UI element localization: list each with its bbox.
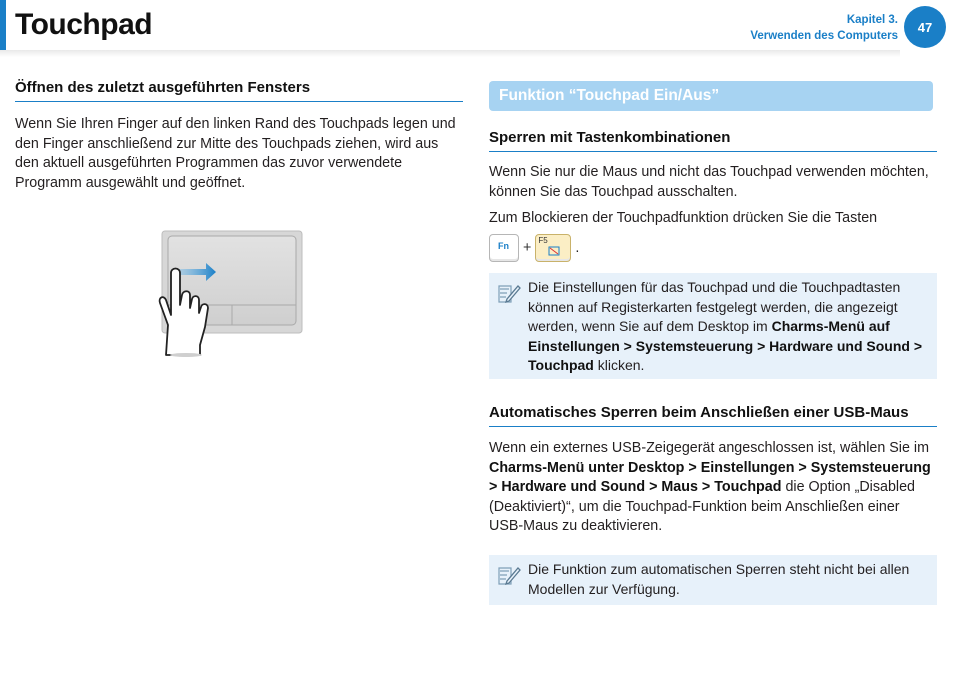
plus-sign: + [523, 240, 532, 256]
chapter-number: Kapitel 3. [846, 14, 898, 26]
left-paragraph: Wenn Sie Ihren Finger auf den linken Rand des Touchpads legen und den Finger anschließend zur Mitte des Touchpads ziehen, wird aus den aktuell ausgeführten Programmen das zuvor verwendete Programm ausgewählt und geöffnet. [15, 116, 456, 191]
page-number-badge: 47 [904, 6, 946, 48]
fn-key-icon: Fn [489, 234, 519, 262]
key-combination [489, 233, 579, 263]
f5-key-icon: F5 [535, 234, 571, 262]
note-pencil-icon [497, 563, 521, 587]
note-box-settings [489, 273, 937, 379]
header-divider [0, 50, 900, 57]
note-text-availability: Die Funktion zum automatischen Sperren steht nicht bei allen Modellen zur Verfügung. [528, 561, 910, 597]
chapter-subtitle: Verwenden des Computers [750, 30, 898, 42]
usb-paragraph: Wenn ein externes USB-Zeigegerät angeschlossen ist, wählen Sie im Charms-Menü unter Desktop > Einstellungen > Systemsteuerung > Hardware und Sound > Maus > Touchpad die Option „Disabled (Deaktiviert)“, um die Touchpad-Funktion beim Anschließen einer USB-Maus zu deaktivieren. [489, 440, 931, 534]
touchpad-swipe-illustration [150, 225, 310, 360]
page-title: Touchpad [15, 8, 153, 41]
shortcut-paragraph-2: Zum Blockieren der Touchpadfunktion drücken Sie die Tasten [489, 210, 878, 226]
period: . [575, 240, 580, 256]
sub-heading-usb: Automatisches Sperren beim Anschließen einer USB-Maus [489, 404, 937, 427]
sub-heading-shortcut: Sperren mit Tastenkombinationen [489, 129, 937, 152]
header-accent-bar [0, 0, 6, 50]
section-title-bar: Funktion “Touchpad Ein/Aus” [489, 81, 933, 111]
touchpad-toggle-icon [548, 246, 562, 257]
note-box-availability [489, 555, 937, 605]
shortcut-paragraph-1: Wenn Sie nur die Maus und nicht das Touchpad verwenden möchten, können Sie das Touchpad ausschalten. [489, 164, 929, 200]
note-pencil-icon [497, 281, 521, 305]
note-text-settings: Die Einstellungen für das Touchpad und die Touchpadtasten können auf Registerkarten festgelegt werden, die angezeigt werden, wenn Sie auf dem Desktop im Charms-Menü auf Einstellungen > Systemsteuerung > Hardware und Sound > Touchpad klicken. [528, 279, 923, 373]
left-heading: Öffnen des zuletzt ausgeführten Fensters [15, 79, 463, 102]
chapter-label [750, 12, 898, 44]
